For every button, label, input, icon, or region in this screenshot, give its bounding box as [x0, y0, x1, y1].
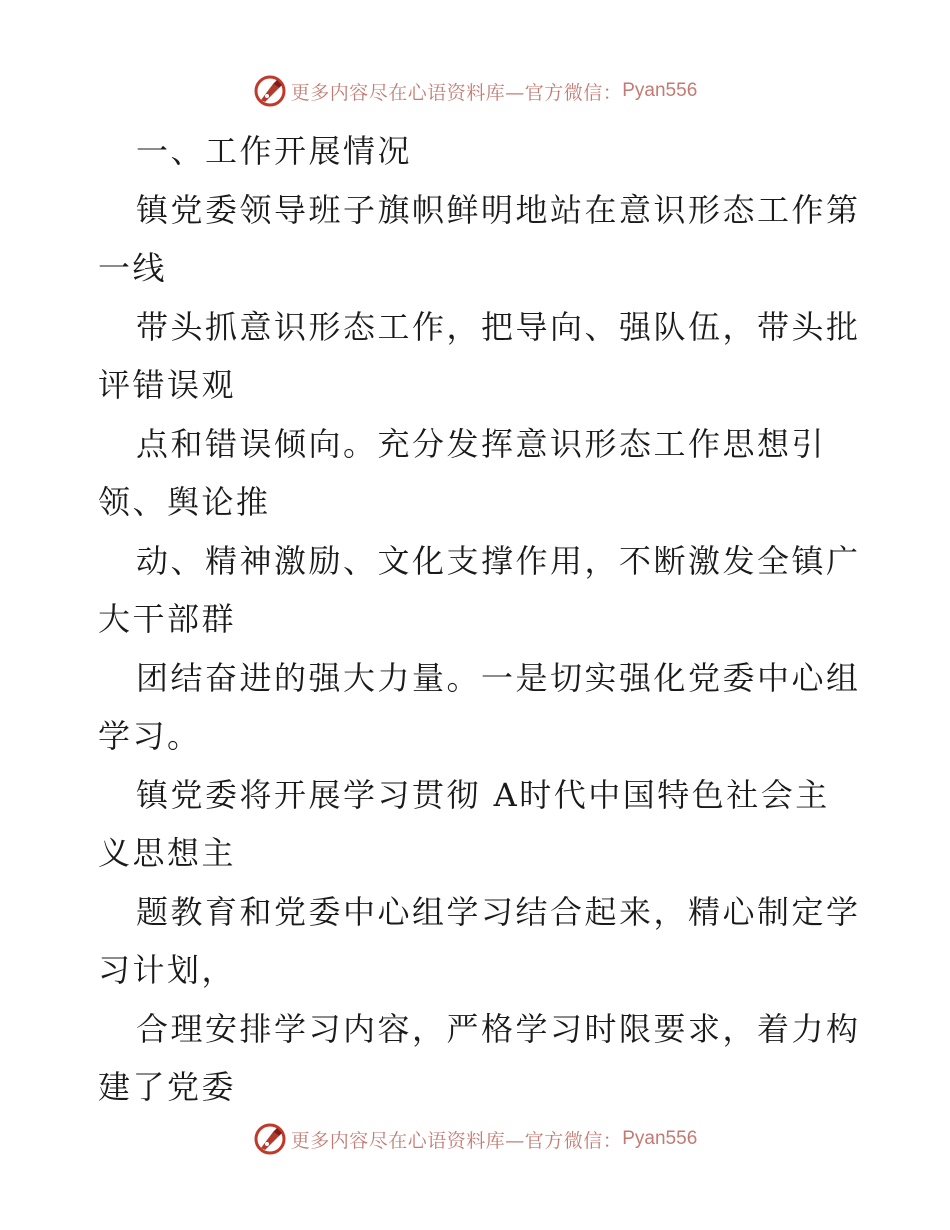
pen-nib-circle-icon [253, 74, 287, 108]
footer-banner-wechat-id: Pyan556 [622, 1128, 698, 1149]
text-line-13: 义思想主 [98, 834, 237, 872]
text-line-15: 习计划， [98, 951, 237, 989]
header-watermark-banner [0, 71, 950, 111]
pen-nib-circle-icon [253, 1122, 287, 1156]
text-line-10: 团结奋进的强大力量。一是切实强化党委中心组 [136, 658, 861, 697]
text-line-2: 镇党委领导班子旗帜鲜明地站在意识形态工作第 [136, 190, 861, 229]
text-line-14: 题教育和党委中心组学习结合起来，精心制定学 [136, 892, 861, 931]
footer-watermark-banner [0, 1119, 950, 1159]
text-line-3: 一线 [98, 249, 168, 287]
text-line-17: 建了党委 [98, 1068, 237, 1106]
text-line-7: 领、舆论推 [98, 483, 271, 521]
text-line-4: 带头抓意识形态工作，把导向、强队伍，带头批 [136, 307, 861, 346]
text-line-6: 点和错误倾向。充分发挥意识形态工作思想引 [136, 424, 827, 463]
text-line-8: 动、精神激励、文化支撑作用，不断激发全镇广 [136, 541, 861, 580]
text-line-16: 合理安排学习内容，严格学习时限要求，着力构 [136, 1009, 861, 1048]
text-line-9: 大干部群 [98, 600, 237, 638]
header-banner-wechat-id: Pyan556 [622, 80, 698, 101]
footer-banner-text: 更多内容尽在心语资料库—官方微信： [290, 1129, 623, 1152]
text-line-12: 镇党委将开展学习贯彻 A时代中国特色社会主 [136, 775, 830, 814]
document-body [98, 122, 861, 1117]
header-banner-text: 更多内容尽在心语资料库—官方微信： [290, 81, 623, 104]
text-line-1: 一、工作开展情况 [136, 132, 413, 170]
text-line-11: 学习。 [98, 717, 202, 755]
text-line-5: 评错误观 [98, 366, 237, 404]
